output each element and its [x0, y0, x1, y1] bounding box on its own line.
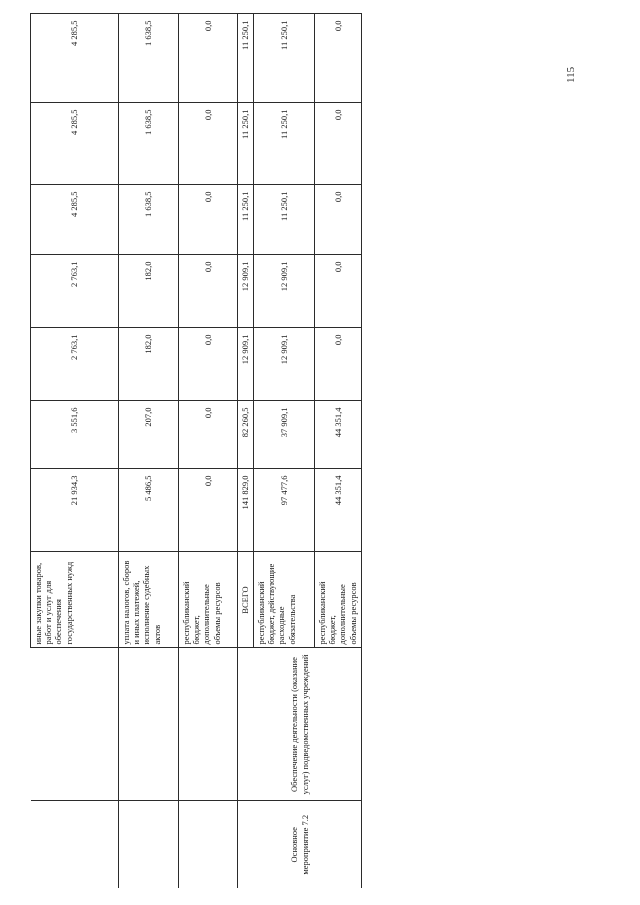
measure-label: Основное мероприятие 7.2: [238, 801, 362, 888]
table-cell: 0,0: [179, 469, 238, 552]
table-cell: 0,0: [315, 103, 362, 185]
table-cell: 12 909,1: [254, 255, 315, 328]
table-cell: 11 250,1: [254, 14, 315, 103]
table-cell: 0,0: [315, 255, 362, 328]
table-cell: 2 763,1: [31, 255, 119, 328]
table-cell: 21 934,3: [31, 469, 119, 552]
table-cell: 1 638,5: [119, 14, 179, 103]
table-cell: 0,0: [315, 185, 362, 255]
table-cell: 1 638,5: [119, 185, 179, 255]
table-cell: 182,0: [119, 328, 179, 401]
table-row: [179, 14, 238, 888]
table-cell: 0,0: [179, 401, 238, 469]
table-cell: 2 763,1: [31, 328, 119, 401]
row-label: республиканский бюджет, дополнительные объемы ресурсов: [179, 552, 238, 648]
row-label: уплата налогов, сборов и иных платежей, исполнение судебных актов: [119, 552, 179, 648]
table-cell: 207,0: [119, 401, 179, 469]
table-cell: 4 285,5: [31, 103, 119, 185]
table-cell: 12 909,1: [254, 328, 315, 401]
table-row: [238, 14, 254, 888]
table-cell: 44 351,4: [315, 401, 362, 469]
row-label: республиканский бюджет, действующие расходные обязательства: [254, 552, 315, 648]
row-label: республиканский бюджет, дополнительные объемы ресурсов: [315, 552, 362, 648]
table-cell: 0,0: [179, 103, 238, 185]
table-cell: 3 551,6: [31, 401, 119, 469]
table-cell: 0,0: [179, 14, 238, 103]
table-cell: 0,0: [179, 255, 238, 328]
table-cell: 141 829,0: [238, 469, 254, 552]
table-cell: 0,0: [179, 185, 238, 255]
measure-description: Обеспечение деятельности (оказание услуг) подведомственных учреждений: [238, 648, 362, 801]
budget-table: [30, 14, 362, 889]
table-cell: 0,0: [315, 328, 362, 401]
table-cell: 182,0: [119, 255, 179, 328]
table-cell: 11 250,1: [238, 14, 254, 103]
table-cell: 82 260,5: [238, 401, 254, 469]
table-cell: 11 250,1: [254, 103, 315, 185]
table-cell: 11 250,1: [238, 185, 254, 255]
table-cell: 5 486,5: [119, 469, 179, 552]
table-cell: 44 351,4: [315, 469, 362, 552]
row-label: иные закупки товаров, работ и услуг для обеспечения государственных нужд: [31, 552, 119, 648]
table-row: [119, 14, 179, 888]
table-cell: 0,0: [179, 328, 238, 401]
table-cell: 4 285,5: [31, 185, 119, 255]
table-cell: 11 250,1: [238, 103, 254, 185]
table-cell: 97 477,6: [254, 469, 315, 552]
table-cell: 12 909,1: [238, 255, 254, 328]
row-label: ВСЕГО: [238, 552, 254, 648]
table-row: [31, 14, 119, 888]
table-cell: 11 250,1: [254, 185, 315, 255]
table-cell: 0,0: [315, 14, 362, 103]
table-cell: 12 909,1: [238, 328, 254, 401]
table-cell: 1 638,5: [119, 103, 179, 185]
page-number: 115: [565, 66, 577, 83]
table-cell: 37 909,1: [254, 401, 315, 469]
table-cell: 4 285,5: [31, 14, 119, 103]
